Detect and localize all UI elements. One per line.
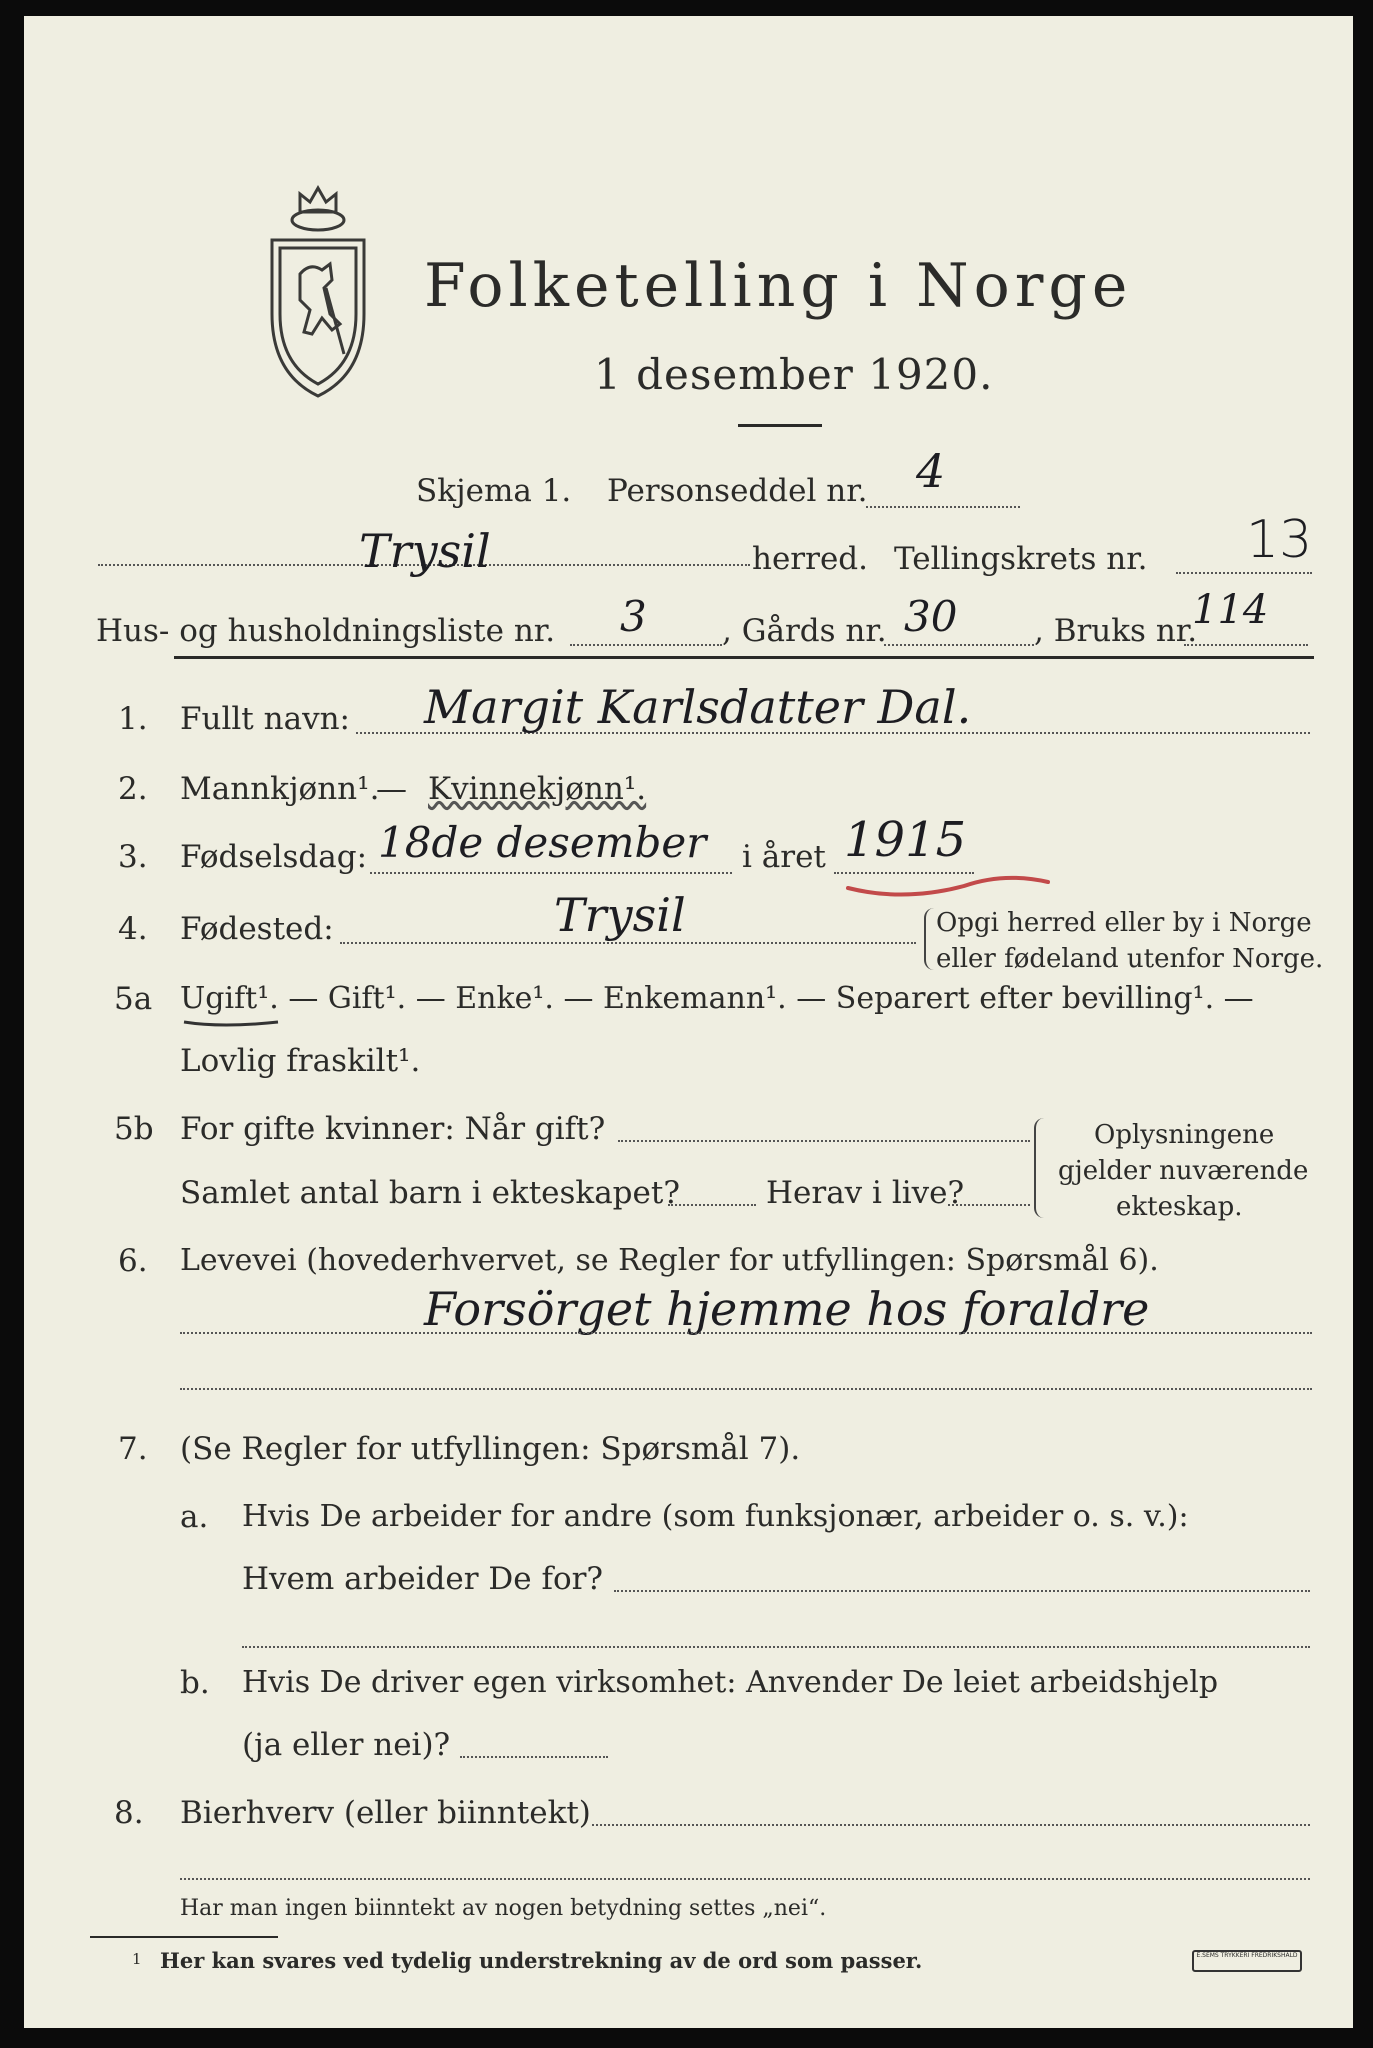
bruks-line <box>1184 644 1308 646</box>
printer-stamp <box>1192 1950 1302 1972</box>
q5b-married-when-line <box>618 1140 1030 1142</box>
q3-year-value[interactable]: 1915 <box>844 812 967 868</box>
q1-full-name-value[interactable]: Margit Karlsdatter Dal. <box>424 680 972 734</box>
q4-line <box>340 942 916 944</box>
census-form <box>24 16 1353 2028</box>
q3-number: 3. <box>118 839 148 875</box>
hus-value[interactable]: 3 <box>620 592 647 641</box>
q4-birthplace-value[interactable]: Trysil <box>554 888 686 942</box>
skjema-label: Skjema 1. <box>416 473 572 509</box>
q1-number: 1. <box>118 701 148 737</box>
q5b-number: 5b <box>114 1111 154 1147</box>
q3-year-label: i året <box>742 839 826 875</box>
q7a-line-extra <box>242 1646 1310 1648</box>
q8-line <box>592 1824 1310 1826</box>
q7a-letter: a. <box>180 1499 209 1535</box>
form-title: Folketelling i Norge <box>424 251 1133 321</box>
q6-occupation-value[interactable]: Forsörget hjemme hos foraldre <box>424 1282 1150 1336</box>
q7-number: 7. <box>118 1431 148 1467</box>
herred-value[interactable]: Trysil <box>359 524 491 578</box>
tellingskrets-line <box>1176 572 1312 574</box>
q7a-line-1: Hvis De arbeider for andre (som funksjonær, arbeider o. s. v.): <box>242 1499 1189 1534</box>
q4-note-brace <box>924 908 934 970</box>
bruks-label: , Bruks nr. <box>1034 613 1198 649</box>
q5b-alive-label: Herav i live? <box>766 1175 965 1211</box>
q6-line-1 <box>180 1332 1312 1334</box>
footnote-mark: 1 <box>132 1950 142 1968</box>
q5b-married-when-label: For gifte kvinner: Når gift? <box>180 1111 606 1147</box>
coat-of-arms-logo <box>260 184 376 404</box>
q7b-line-2: (ja eller nei)? <box>242 1727 451 1763</box>
q5b-note-line-2: gjelder nuværende <box>1058 1156 1309 1186</box>
q5b-note-line-1: Oplysningene <box>1094 1120 1275 1150</box>
footnote-divider <box>90 1936 278 1938</box>
gards-label: , Gårds nr. <box>722 613 887 649</box>
tellingskrets-label: Tellingskrets nr. <box>894 541 1148 577</box>
personseddel-label: Personseddel nr. <box>607 473 868 509</box>
q7a-line-2: Hvem arbeider De for? <box>242 1561 604 1597</box>
footnote-text: Her kan svares ved tydelig understrekning av de ord som passer. <box>160 1948 923 1973</box>
title-divider <box>738 424 822 427</box>
q7a-line <box>614 1590 1310 1592</box>
gards-line <box>884 644 1034 646</box>
q2-male-label: Mannkjønn¹. <box>180 771 380 807</box>
q5b-note-line-3: ekteskap. <box>1116 1192 1243 1222</box>
q3-day-line <box>370 872 732 874</box>
q3-label: Fødselsdag: <box>180 839 368 875</box>
q6-number: 6. <box>118 1243 148 1279</box>
q6-line-2 <box>180 1388 1312 1390</box>
q4-note-line-1: Opgi herred eller by i Norge <box>936 908 1312 938</box>
header-divider <box>174 656 1314 659</box>
q8-line-extra <box>180 1878 1310 1880</box>
q7b-letter: b. <box>180 1665 210 1701</box>
tellingskrets-value[interactable]: 13 <box>1246 510 1313 570</box>
herred-label: herred. <box>752 541 868 577</box>
q5b-children-line <box>668 1204 756 1206</box>
hus-line <box>570 644 722 646</box>
q5a-divorced-option: Lovlig fraskilt¹. <box>180 1043 421 1079</box>
personseddel-line <box>866 506 1020 508</box>
ugift-underline-mark <box>182 1016 282 1030</box>
q7b-line <box>460 1756 608 1758</box>
hus-label: Hus- og husholdningsliste nr. <box>96 613 556 649</box>
q4-label: Fødested: <box>180 911 334 947</box>
q5a-marital-options: Ugift¹. — Gift¹. — Enke¹. — Enkemann¹. — Separert efter bevilling¹. — <box>180 981 1254 1016</box>
q2-number: 2. <box>118 771 148 807</box>
q7b-line-1: Hvis De driver egen virksomhet: Anvender De leiet arbeidshjelp <box>242 1665 1219 1700</box>
printer-stamp-text: E.SEMS TRYKKERI FREDRIKSHALD <box>1196 1952 1298 1959</box>
q8-number: 8. <box>114 1795 144 1831</box>
q2-female-label: Kvinnekjønn¹. <box>428 771 647 807</box>
q4-number: 4. <box>118 911 148 947</box>
q7-label: (Se Regler for utfyllingen: Spørsmål 7). <box>180 1431 801 1467</box>
q8-label: Bierhverv (eller biinntekt) <box>180 1795 591 1831</box>
q3-birthday-value[interactable]: 18de desember <box>378 818 707 867</box>
bruks-value[interactable]: 114 <box>1192 587 1269 633</box>
footer-note: Har man ingen biinntekt av nogen betydning settes „nei“. <box>180 1896 827 1921</box>
form-date: 1 desember 1920. <box>594 350 994 399</box>
q1-label: Fullt navn: <box>180 701 350 737</box>
q2-separator: — <box>376 771 407 807</box>
q5b-children-label: Samlet antal barn i ekteskapet? <box>180 1175 680 1211</box>
gards-value[interactable]: 30 <box>904 592 958 641</box>
red-pencil-mark <box>844 862 1054 902</box>
q5b-note-brace <box>1034 1118 1044 1218</box>
q5a-number: 5a <box>114 981 153 1017</box>
personseddel-value[interactable]: 4 <box>916 444 946 498</box>
q6-label: Levevei (hovederhvervet, se Regler for utfyllingen: Spørsmål 6). <box>180 1243 1159 1278</box>
q5b-alive-line <box>948 1204 1030 1206</box>
q4-note-line-2: eller fødeland utenfor Norge. <box>936 944 1324 974</box>
